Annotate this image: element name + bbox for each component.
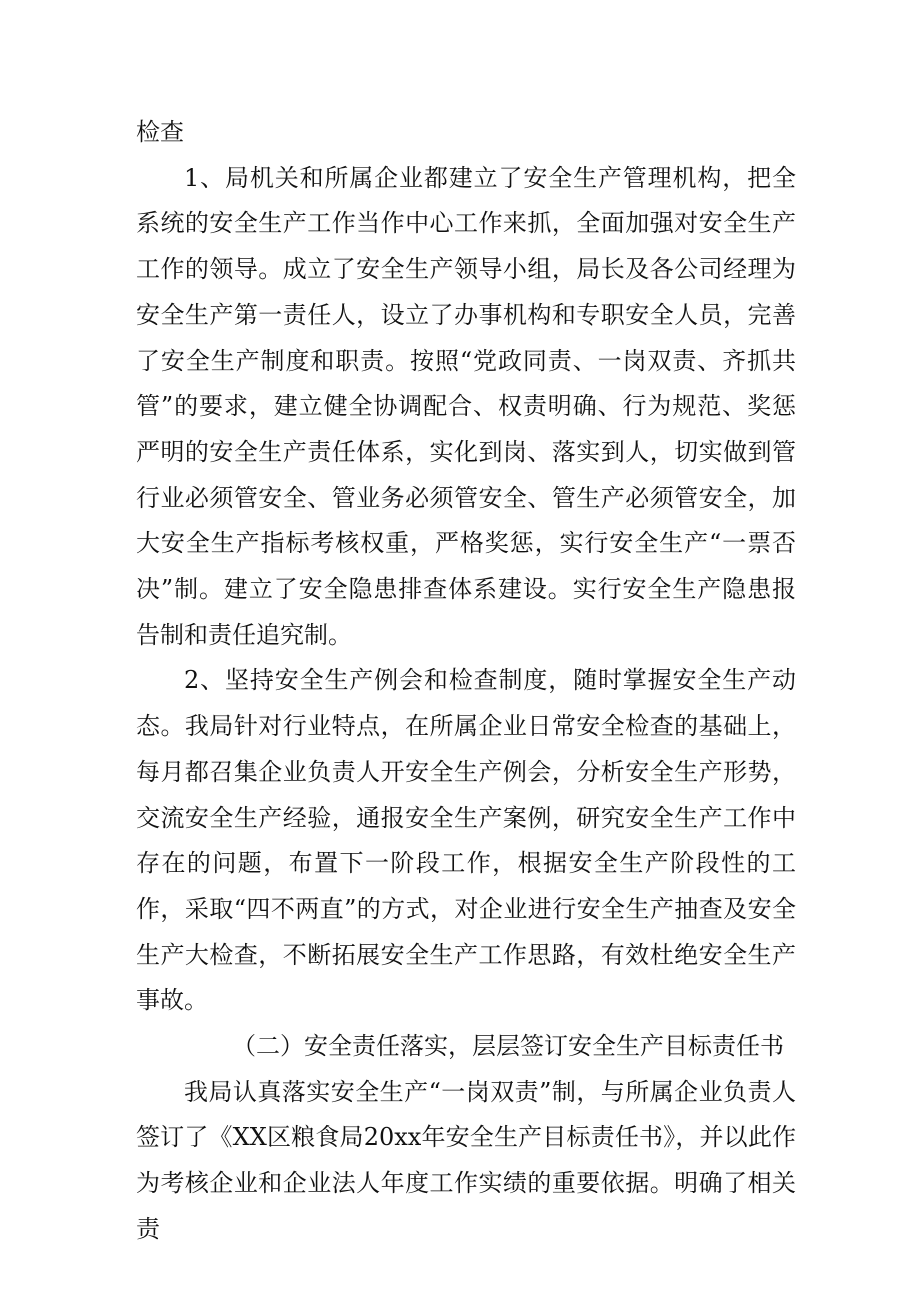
paragraph-continuation: 检查 xyxy=(136,118,184,146)
paragraph-section-body: 我局认真落实安全生产“一岗双责”制，与所属企业负责人签订了《XX区粮食局20xx年安全生产目标责任书》，并以此作为考核企业和企业法人年度工作实绩的重要依据。明确了相关责 xyxy=(136,1077,796,1243)
document-body xyxy=(136,110,796,1253)
section-heading: （二）安全责任落实，层层签订安全生产目标责任书 xyxy=(232,1032,784,1061)
paragraph-item-1: 1、局机关和所属企业都建立了安全生产管理机构，把全系统的安全生产工作当作中心工作来抓，全面加强对安全生产工作的领导。成立了安全生产领导小组，局长及各公司经理为安全生产第一责任人，设立了办事机构和专职安全人员，完善了安全生产制度和职责。按照“党政同责、一岗双责、齐抓共管”的要求，建立健全协调配合、权责明确、行为规范、奖惩严明的安全生产责任体系，实化到岗、落实到人，切实做到管行业必须管安全、管业务必须管安全、管生产必须管安全，加大安全生产指标考核权重，严格奖惩，实行安全生产“一票否决”制。建立了安全隐患排查体系建设。实行安全生产隐患报告制和责任追究制。 xyxy=(136,163,796,649)
paragraph-item-2: 2、坚持安全生产例会和检查制度，随时掌握安全生产动态。我局针对行业特点，在所属企业日常安全检查的基础上，每月都召集企业负责人开安全生产例会，分析安全生产形势，交流安全生产经验，通报安全生产案例，研究安全生产工作中存在的问题，布置下一阶段工作，根据安全生产阶段性的工作，采取“四不两直”的方式，对企业进行安全生产抽查及安全生产大检查，不断拓展安全生产工作思路，有效杜绝安全生产事故。 xyxy=(136,666,796,1015)
